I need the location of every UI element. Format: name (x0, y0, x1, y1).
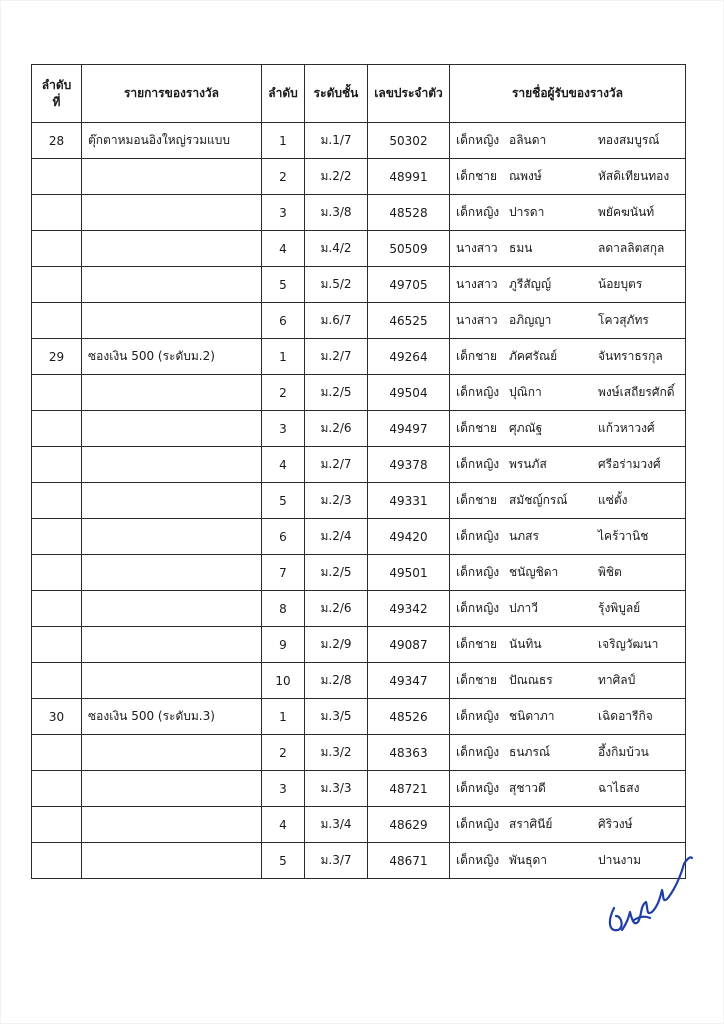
cell-seq (32, 483, 82, 519)
recipient-title: เด็กชาย (456, 421, 498, 435)
recipient-title: เด็กหญิง (456, 817, 500, 831)
cell-recipient (450, 699, 686, 735)
table-row (32, 627, 686, 663)
recipient-first-name: ปัณณธร (509, 673, 553, 687)
cell-level: ม.2/2 (305, 159, 368, 195)
cell-level: ม.2/8 (305, 663, 368, 699)
recipient-title: เด็กหญิง (456, 457, 500, 471)
cell-recipient (450, 483, 686, 519)
cell-recipient (450, 267, 686, 303)
cell-award-item (82, 771, 262, 807)
cell-seq (32, 735, 82, 771)
recipient-last-name: ศรีอร่ามวงศ์ (598, 457, 661, 471)
cell-award-item: ตุ๊กตาหมอนอิงใหญ่รวมแบบ (82, 123, 262, 159)
cell-level: ม.2/3 (305, 483, 368, 519)
header-student-id: เลขประจำตัว (368, 65, 450, 123)
table-row (32, 231, 686, 267)
cell-student-id: 49705 (368, 267, 450, 303)
cell-award-item (82, 555, 262, 591)
cell-recipient (450, 663, 686, 699)
cell-award-item (82, 483, 262, 519)
cell-order: 2 (262, 735, 305, 771)
signature-scribble (600, 850, 700, 942)
cell-order: 2 (262, 159, 305, 195)
cell-student-id: 49087 (368, 627, 450, 663)
cell-student-id: 48991 (368, 159, 450, 195)
cell-seq (32, 843, 82, 879)
recipient-title: เด็กหญิง (456, 745, 500, 759)
cell-recipient (450, 519, 686, 555)
cell-seq (32, 447, 82, 483)
table-row (32, 447, 686, 483)
cell-student-id: 46525 (368, 303, 450, 339)
cell-student-id: 48629 (368, 807, 450, 843)
recipient-first-name: นภสร (509, 529, 539, 543)
cell-level: ม.2/9 (305, 627, 368, 663)
recipient-title: เด็กชาย (456, 493, 498, 507)
cell-recipient (450, 123, 686, 159)
recipient-last-name: แก้วหาวงศ์ (598, 421, 655, 435)
cell-seq (32, 591, 82, 627)
cell-seq (32, 663, 82, 699)
recipient-last-name: เจริญวัฒนา (598, 637, 659, 651)
cell-student-id: 50302 (368, 123, 450, 159)
recipient-first-name: ภูรีสัญญ์ (509, 277, 552, 291)
cell-order: 4 (262, 447, 305, 483)
recipient-last-name: แซ่ตั้ง (598, 493, 628, 507)
recipient-first-name: พันธุดา (509, 853, 547, 867)
recipient-first-name: ภัคศรัณย์ (509, 349, 558, 363)
recipient-last-name: ปานงาม (598, 853, 642, 867)
cell-award-item (82, 375, 262, 411)
recipient-title: เด็กหญิง (456, 529, 500, 543)
recipient-title: เด็กชาย (456, 349, 498, 363)
cell-student-id: 48526 (368, 699, 450, 735)
cell-seq (32, 519, 82, 555)
recipient-first-name: อภิญญา (509, 313, 552, 327)
cell-level: ม.6/7 (305, 303, 368, 339)
cell-level: ม.2/5 (305, 375, 368, 411)
cell-order: 4 (262, 807, 305, 843)
cell-level: ม.2/5 (305, 555, 368, 591)
cell-level: ม.3/8 (305, 195, 368, 231)
cell-order: 4 (262, 231, 305, 267)
recipient-first-name: ธมน (509, 241, 533, 255)
table-row (32, 555, 686, 591)
recipient-last-name: พิชิต (598, 565, 622, 579)
cell-award-item (82, 627, 262, 663)
cell-seq (32, 807, 82, 843)
recipient-first-name: ปภาวี (509, 601, 539, 615)
cell-level: ม.2/6 (305, 411, 368, 447)
cell-level: ม.3/5 (305, 699, 368, 735)
cell-seq (32, 375, 82, 411)
cell-recipient (450, 339, 686, 375)
table-row (32, 195, 686, 231)
cell-order: 2 (262, 375, 305, 411)
header-order: ลำดับ (262, 65, 305, 123)
recipient-title: เด็กหญิง (456, 781, 500, 795)
cell-recipient (450, 771, 686, 807)
cell-recipient (450, 159, 686, 195)
cell-level: ม.1/7 (305, 123, 368, 159)
cell-level: ม.3/3 (305, 771, 368, 807)
cell-seq (32, 555, 82, 591)
cell-student-id: 49501 (368, 555, 450, 591)
recipient-last-name: ฉาไธสง (598, 781, 640, 795)
cell-award-item (82, 159, 262, 195)
recipient-last-name: เฉิดอารีกิจ (598, 709, 653, 723)
table-row (32, 123, 686, 159)
cell-level: ม.3/2 (305, 735, 368, 771)
cell-seq: 30 (32, 699, 82, 735)
table-header (32, 65, 686, 123)
cell-student-id: 49347 (368, 663, 450, 699)
header-level: ระดับชั้น (305, 65, 368, 123)
table-row (32, 807, 686, 843)
cell-recipient (450, 231, 686, 267)
table-row (32, 267, 686, 303)
header-recipient: รายชื่อผู้รับของรางวัล (450, 65, 686, 123)
table-row (32, 519, 686, 555)
cell-level: ม.2/4 (305, 519, 368, 555)
cell-award-item (82, 663, 262, 699)
cell-recipient (450, 627, 686, 663)
recipient-first-name: อลินดา (509, 133, 547, 147)
cell-order: 9 (262, 627, 305, 663)
recipient-first-name: ธนภรณ์ (509, 745, 551, 759)
cell-student-id: 48671 (368, 843, 450, 879)
cell-award-item (82, 267, 262, 303)
cell-student-id: 49264 (368, 339, 450, 375)
cell-seq (32, 303, 82, 339)
cell-level: ม.2/6 (305, 591, 368, 627)
recipient-title: เด็กหญิง (456, 133, 500, 147)
cell-student-id: 49378 (368, 447, 450, 483)
recipient-first-name: นันทิน (509, 637, 542, 651)
recipient-title: เด็กหญิง (456, 709, 500, 723)
awards-table (31, 64, 686, 879)
cell-award-item: ซองเงิน 500 (ระดับม.2) (82, 339, 262, 375)
recipient-last-name: อึ้งกิมบ้วน (598, 745, 649, 759)
cell-order: 5 (262, 267, 305, 303)
recipient-title: เด็กหญิง (456, 853, 500, 867)
cell-award-item (82, 231, 262, 267)
recipient-title: นางสาว (456, 241, 498, 255)
table-row (32, 591, 686, 627)
cell-award-item (82, 843, 262, 879)
cell-order: 10 (262, 663, 305, 699)
recipient-title: เด็กชาย (456, 169, 498, 183)
recipient-last-name: โควสุภัทร (598, 313, 649, 327)
cell-seq: 29 (32, 339, 82, 375)
recipient-title: เด็กชาย (456, 673, 498, 687)
recipient-first-name: ศุภณัฐ (509, 421, 543, 435)
table-row (32, 159, 686, 195)
cell-recipient (450, 447, 686, 483)
recipient-last-name: หัสดิเทียนทอง (598, 169, 670, 183)
table-row (32, 663, 686, 699)
cell-order: 6 (262, 303, 305, 339)
recipient-last-name: พยัคฆนันท์ (598, 205, 655, 219)
cell-order: 5 (262, 843, 305, 879)
recipient-first-name: ปุณิกา (509, 385, 542, 399)
recipient-last-name: ทาศิลป์ (598, 673, 636, 687)
cell-level: ม.3/7 (305, 843, 368, 879)
recipient-first-name: พรนภัส (509, 457, 547, 471)
cell-seq (32, 159, 82, 195)
recipient-last-name: น้อยบุตร (598, 277, 643, 291)
cell-order: 6 (262, 519, 305, 555)
cell-recipient (450, 195, 686, 231)
table-row (32, 483, 686, 519)
cell-award-item (82, 303, 262, 339)
cell-order: 1 (262, 339, 305, 375)
recipient-title: เด็กหญิง (456, 205, 500, 219)
recipient-title: เด็กหญิง (456, 565, 500, 579)
recipient-first-name: สุชาวดี (509, 781, 546, 795)
cell-seq (32, 627, 82, 663)
cell-recipient (450, 555, 686, 591)
recipient-title: เด็กหญิง (456, 601, 500, 615)
recipient-last-name: ศิริวงษ์ (598, 817, 633, 831)
cell-level: ม.5/2 (305, 267, 368, 303)
cell-student-id: 49331 (368, 483, 450, 519)
recipient-title: นางสาว (456, 313, 498, 327)
table-body (32, 123, 686, 879)
recipient-last-name: จันทราธรกุล (598, 349, 663, 363)
recipient-first-name: สมัชญ์กรณ์ (509, 493, 568, 507)
cell-seq (32, 411, 82, 447)
cell-student-id: 48721 (368, 771, 450, 807)
recipient-title: นางสาว (456, 277, 498, 291)
recipient-first-name: ชนัญชิดา (509, 565, 559, 579)
cell-seq (32, 231, 82, 267)
cell-order: 1 (262, 123, 305, 159)
table-row (32, 843, 686, 879)
cell-student-id: 49497 (368, 411, 450, 447)
table-row (32, 303, 686, 339)
cell-award-item (82, 807, 262, 843)
table-row (32, 375, 686, 411)
header-award-item: รายการของรางวัล (82, 65, 262, 123)
table-row (32, 411, 686, 447)
cell-award-item (82, 735, 262, 771)
table-row (32, 339, 686, 375)
recipient-title: เด็กหญิง (456, 385, 500, 399)
header-seq: ลำดับ ที่ (32, 65, 82, 123)
cell-recipient (450, 807, 686, 843)
recipient-last-name: ทองสมบูรณ์ (598, 133, 660, 147)
recipient-last-name: รุ้งพิบูลย์ (598, 601, 641, 615)
cell-recipient (450, 375, 686, 411)
cell-recipient (450, 735, 686, 771)
table-row (32, 735, 686, 771)
cell-award-item (82, 411, 262, 447)
cell-recipient (450, 303, 686, 339)
recipient-first-name: ชนิดาภา (509, 709, 555, 723)
cell-student-id: 49420 (368, 519, 450, 555)
cell-award-item (82, 195, 262, 231)
cell-student-id: 48528 (368, 195, 450, 231)
cell-award-item (82, 447, 262, 483)
cell-student-id: 48363 (368, 735, 450, 771)
cell-order: 3 (262, 195, 305, 231)
cell-level: ม.4/2 (305, 231, 368, 267)
table-row (32, 699, 686, 735)
cell-award-item (82, 591, 262, 627)
recipient-first-name: ณพงษ์ (509, 169, 542, 183)
recipient-first-name: ปารดา (509, 205, 545, 219)
cell-student-id: 49504 (368, 375, 450, 411)
recipient-first-name: สราศินีย์ (509, 817, 553, 831)
cell-order: 3 (262, 771, 305, 807)
cell-recipient (450, 591, 686, 627)
cell-award-item: ซองเงิน 500 (ระดับม.3) (82, 699, 262, 735)
cell-seq: 28 (32, 123, 82, 159)
cell-level: ม.2/7 (305, 339, 368, 375)
cell-order: 5 (262, 483, 305, 519)
cell-award-item (82, 519, 262, 555)
cell-order: 3 (262, 411, 305, 447)
cell-level: ม.2/7 (305, 447, 368, 483)
cell-seq (32, 771, 82, 807)
cell-level: ม.3/4 (305, 807, 368, 843)
cell-order: 7 (262, 555, 305, 591)
cell-order: 1 (262, 699, 305, 735)
cell-order: 8 (262, 591, 305, 627)
table-row (32, 771, 686, 807)
cell-recipient (450, 411, 686, 447)
recipient-last-name: พงษ์เสถียรศักดิ์ (598, 385, 675, 399)
cell-seq (32, 195, 82, 231)
cell-student-id: 49342 (368, 591, 450, 627)
cell-seq (32, 267, 82, 303)
recipient-last-name: ไคร้วานิช (598, 529, 649, 543)
recipient-title: เด็กชาย (456, 637, 498, 651)
cell-student-id: 50509 (368, 231, 450, 267)
recipient-last-name: ลดาลลิตสกุล (598, 241, 665, 255)
